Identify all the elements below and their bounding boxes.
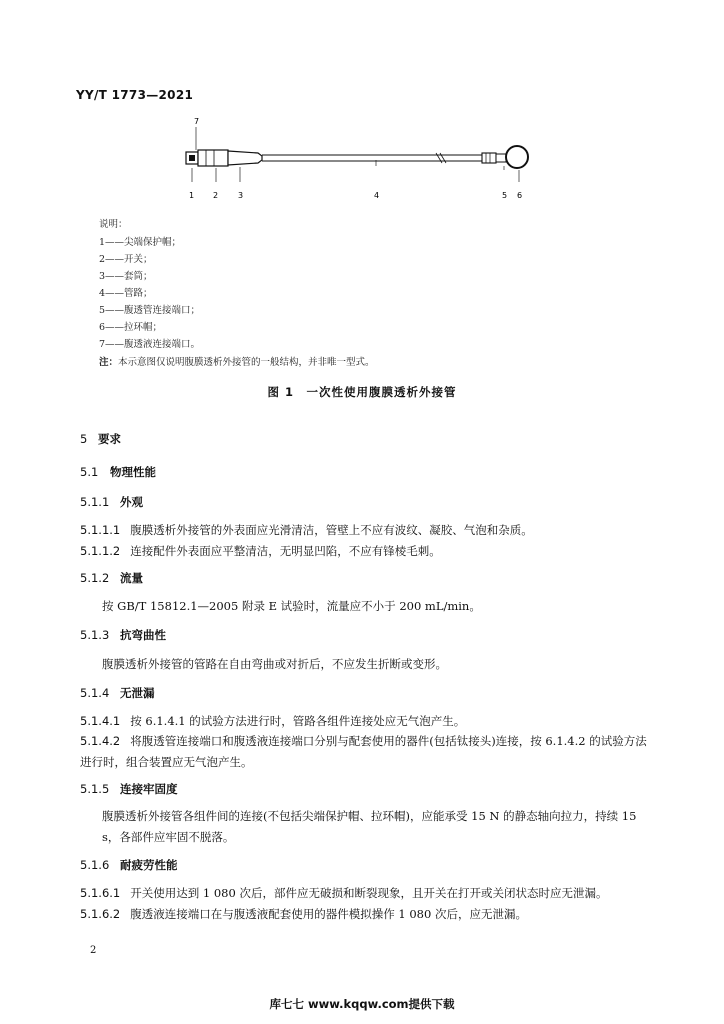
heading-title: 连接牢固度 xyxy=(120,782,178,796)
heading-5-1-2 xyxy=(80,570,143,586)
dialysis-tube-port xyxy=(482,153,496,163)
para-text: 连接配件外表面应平整清洁，无明显凹陷，不应有锋棱毛刺。 xyxy=(130,544,441,558)
para-text: 按 6.1.4.1 的试验方法进行时，管路各组件连接处应无气泡产生。 xyxy=(130,714,466,728)
para-num: 5.1.6.1 xyxy=(80,886,121,900)
tube-diagram xyxy=(170,110,560,210)
callout-2: 2 xyxy=(213,191,219,200)
para-5-1-4-1 xyxy=(80,711,650,732)
para-5-1-1-1 xyxy=(80,520,650,541)
para-num: 5.1.1.2 xyxy=(80,544,121,558)
heading-5-1-5 xyxy=(80,781,178,797)
heading-num: 5.1.5 xyxy=(80,782,110,796)
heading-5-1 xyxy=(80,464,156,480)
download-footer: 库七七 www.kqqw.com提供下载 xyxy=(269,997,455,1011)
para-text: 腹膜透析外接管的外表面应光滑清洁，管壁上不应有波纹、凝胶、气泡和杂质。 xyxy=(130,523,533,537)
legend-item-2: 2——开关； xyxy=(99,254,153,265)
heading-num: 5.1.6 xyxy=(80,858,110,872)
ring-cap xyxy=(506,146,528,168)
para-5-1-6-2 xyxy=(80,904,650,925)
callout-4: 4 xyxy=(374,191,380,200)
heading-title: 流量 xyxy=(120,571,143,585)
heading-num: 5.1.3 xyxy=(80,628,110,642)
tip-cap-inner xyxy=(189,155,195,161)
heading-title: 耐疲劳性能 xyxy=(120,858,178,872)
para-5-1-5: 腹膜透析外接管各组件间的连接(不包括尖端保护帽、拉环帽)，应能承受 15 N 的静态轴向拉力，持续 15 s，各部件应牢固不脱落。 xyxy=(102,809,637,844)
heading-num: 5.1.4 xyxy=(80,686,110,700)
figure-note xyxy=(99,354,375,368)
para-num: 5.1.6.2 xyxy=(80,907,121,921)
para-5-1-4-2 xyxy=(80,731,650,773)
heading-5-1-6 xyxy=(80,857,178,873)
heading-5 xyxy=(80,431,121,447)
standard-code: YY/T 1773—2021 xyxy=(76,88,194,102)
switch xyxy=(198,150,228,166)
heading-title: 外观 xyxy=(120,495,143,509)
ring-cap-stem xyxy=(496,154,506,162)
heading-title: 要求 xyxy=(98,432,121,446)
legend-item-1: 1——尖端保护帽； xyxy=(99,237,182,248)
legend-title: 说明： xyxy=(99,219,128,230)
para-text: 腹透液连接端口在与腹透液配套使用的器件模拟操作 1 080 次后，应无泄漏。 xyxy=(130,907,527,921)
legend-item-6: 6——拉环帽； xyxy=(99,322,163,333)
para-text: 开关使用达到 1 080 次后，部件应无破损和断裂现象，且开关在打开或关闭状态时应无泄漏。 xyxy=(130,886,608,900)
heading-5-1-1 xyxy=(80,494,143,510)
para-num: 5.1.1.1 xyxy=(80,523,121,537)
figure-caption: 图 1 一次性使用腹膜透析外接管 xyxy=(267,385,457,399)
callout-7: 7 xyxy=(194,117,200,126)
legend-item-7: 7——腹透液连接端口。 xyxy=(99,339,201,350)
para-5-1-3: 腹膜透析外接管的管路在自由弯曲或对折后，不应发生折断或变形。 xyxy=(102,657,447,671)
heading-num: 5.1.2 xyxy=(80,571,110,585)
heading-title: 抗弯曲性 xyxy=(120,628,166,642)
heading-title: 物理性能 xyxy=(110,465,156,479)
para-5-1-2: 按 GB/T 15812.1—2005 附录 E 试验时，流量应不小于 200 mL/min。 xyxy=(102,599,481,613)
legend-item-4: 4——管路； xyxy=(99,288,153,299)
sleeve xyxy=(228,151,262,165)
para-5-1-1-2 xyxy=(80,541,650,562)
para-text: 将腹透管连接端口和腹透液连接端口分别与配套使用的器件(包括钛接头)连接，按 6.1.4.2 的试验方法进行时，组合装置应无气泡产生。 xyxy=(80,734,647,769)
heading-5-1-3 xyxy=(80,627,166,643)
para-5-1-6-1 xyxy=(80,883,650,904)
callout-1: 1 xyxy=(189,191,195,200)
callout-5: 5 xyxy=(502,191,508,200)
heading-num: 5 xyxy=(80,432,88,446)
heading-num: 5.1 xyxy=(80,465,99,479)
para-num: 5.1.4.2 xyxy=(80,734,121,748)
legend-item-5: 5——腹透管连接端口； xyxy=(99,305,201,316)
heading-5-1-4 xyxy=(80,685,155,701)
note-text: 本示意图仅说明腹膜透析外接管的一般结构，并非唯一型式。 xyxy=(118,357,375,368)
note-label: 注： xyxy=(99,357,119,368)
heading-num: 5.1.1 xyxy=(80,495,110,509)
heading-title: 无泄漏 xyxy=(120,686,155,700)
legend-item-3: 3——套筒； xyxy=(99,271,153,282)
page-number: 2 xyxy=(90,945,97,956)
para-num: 5.1.4.1 xyxy=(80,714,121,728)
callout-6: 6 xyxy=(517,191,523,200)
callout-3: 3 xyxy=(238,191,244,200)
